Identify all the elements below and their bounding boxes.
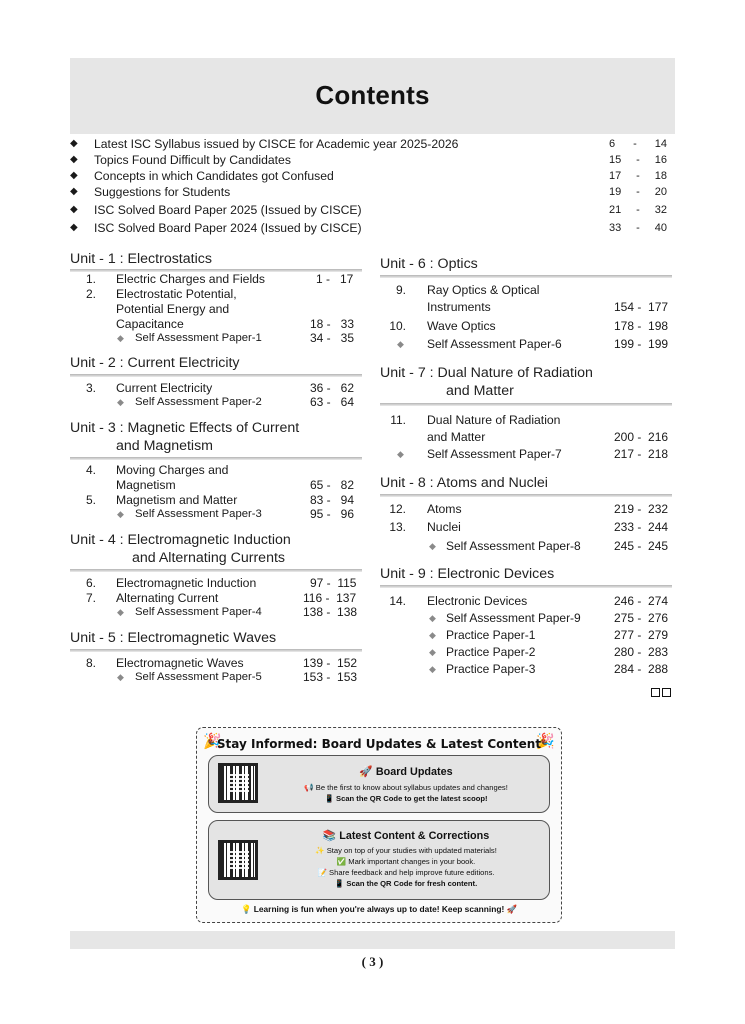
gem-bullet-icon: ◆ (429, 664, 436, 674)
end-squares-icon (651, 688, 671, 697)
diamond-bullet-icon: ◆ (70, 154, 78, 165)
gem-bullet-icon: ◆ (429, 541, 436, 551)
page-number: ( 3 ) (361, 954, 384, 969)
page-range: 275 - 276 (614, 611, 669, 625)
chapter-title: Alternating Current (116, 591, 219, 605)
page-range: 178 - 198 (614, 319, 669, 333)
practice-paper-title: Practice Paper-3 (446, 662, 536, 676)
practice-paper-title: Practice Paper-1 (446, 628, 536, 642)
latest-content-card (208, 820, 550, 900)
page-range: 153 - 153 (303, 670, 358, 684)
phone-icon: 📱 (334, 879, 347, 888)
gem-bullet-icon: ◆ (429, 613, 436, 623)
assessment-title: Self Assessment Paper-3 (135, 508, 262, 520)
qr-code-icon[interactable] (218, 763, 258, 803)
chapter-title: Electric Charges and Fields (116, 272, 266, 286)
unit-heading: Unit - 2 : Current Electricity (70, 355, 240, 371)
page-range: 199 - 199 (614, 337, 669, 351)
assessment-title: Self Assessment Paper-4 (135, 606, 262, 618)
page-range: 277 - 279 (614, 628, 669, 642)
diamond-bullet-icon: ◆ (70, 170, 78, 181)
page-range: 139 - 152 (303, 656, 358, 670)
page-range: 219 - 232 (614, 502, 669, 516)
page-range: 18 - 33 (310, 317, 355, 331)
intro-item: ◆ ISC Solved Board Paper 2025 (Issued by CISCE) 21 - 32 (70, 203, 667, 217)
unit-heading: Unit - 5 : Electromagnetic Waves (70, 630, 277, 646)
divider (380, 494, 672, 497)
page-range: 95 - 96 (310, 507, 355, 521)
unit-heading: Unit - 6 : Optics (380, 256, 478, 272)
intro-item: ◆ Suggestions for Students 19 - 20 (70, 185, 667, 199)
practice-paper-title: Practice Paper-2 (446, 645, 536, 659)
divider (70, 649, 362, 652)
chapter-title: Wave Optics (427, 319, 496, 333)
chapter-title: Current Electricity (116, 381, 213, 395)
page-range: 233 - 244 (614, 520, 669, 534)
page-range: 217 - 218 (614, 447, 669, 461)
gem-bullet-icon: ◆ (397, 339, 404, 349)
phone-icon: 📱 (324, 794, 337, 803)
diamond-bullet-icon: ◆ (70, 204, 78, 215)
chapter-title: Electromagnetic Waves (116, 656, 244, 670)
updates-footer: 💡 Learning is fun when you're always up to date! Keep scanning! 🚀 (240, 904, 518, 914)
divider (380, 275, 672, 278)
gem-bullet-icon: ◆ (117, 509, 124, 519)
page-range: 63 - 64 (310, 395, 355, 409)
chapter-title: Potential Energy and (116, 302, 230, 316)
updates-box (196, 727, 562, 923)
updates-box-title: Stay Informed: Board Updates & Latest Content (216, 737, 542, 751)
gem-bullet-icon: ◆ (429, 647, 436, 657)
chapter-title: Moving Charges and (116, 463, 229, 477)
gem-bullet-icon: ◆ (117, 607, 124, 617)
card-line: 📢 Be the first to know about syllabus updates and changes! (304, 783, 508, 792)
page-range: 280 - 283 (614, 645, 669, 659)
page-range: 97 - 115 (310, 576, 357, 590)
diamond-bullet-icon: ◆ (70, 222, 78, 233)
party-popper-icon: 🎉 (536, 733, 555, 750)
divider (380, 585, 672, 588)
gem-bullet-icon: ◆ (429, 630, 436, 640)
page-range: 284 - 288 (614, 662, 669, 676)
page-range: 1 - 17 (316, 272, 354, 286)
diamond-bullet-icon: ◆ (70, 186, 78, 197)
card-line: 📝 Share feedback and help improve future editions. (317, 868, 495, 877)
divider (380, 403, 672, 406)
card-heading: 📚 Latest Content & Corrections (322, 830, 490, 842)
gem-bullet-icon: ◆ (117, 333, 124, 343)
page-range: 36 - 62 (310, 381, 355, 395)
page-range: 200 - 216 (614, 430, 669, 444)
unit-heading: Unit - 7 : Dual Nature of Radiation and Matter (380, 365, 593, 399)
page-range: 245 - 245 (614, 539, 669, 553)
unit-heading: Unit - 9 : Electronic Devices (380, 566, 555, 582)
assessment-title: Self Assessment Paper-5 (135, 671, 262, 683)
card-heading: 🚀 Board Updates (359, 766, 453, 778)
gem-bullet-icon: ◆ (117, 397, 124, 407)
page-range: 34 - 35 (310, 331, 355, 345)
sparkles-icon: ✨ (315, 846, 327, 855)
qr-code-icon[interactable] (218, 840, 258, 880)
card-line: ✅ Mark important changes in your book. (336, 857, 476, 866)
intro-item: ◆ Latest ISC Syllabus issued by CISCE for Academic year 2025-2026 6 - 14 (70, 137, 667, 151)
lightbulb-icon: 💡 (240, 904, 254, 914)
chapter-title: Dual Nature of Radiation (427, 413, 561, 427)
intro-item: ◆ Topics Found Difficult by Candidates 15 - 16 (70, 153, 667, 167)
party-popper-icon: 🎉 (203, 733, 222, 750)
chapter-title: Electronic Devices (427, 594, 528, 608)
divider (70, 374, 362, 377)
assessment-title: Self Assessment Paper-2 (135, 396, 262, 408)
footer-band (70, 931, 675, 949)
page-range: 65 - 82 (310, 478, 355, 492)
intro-item: ◆ ISC Solved Board Paper 2024 (Issued by CISCE) 33 - 40 (70, 221, 667, 235)
megaphone-icon: 📢 (304, 783, 316, 792)
unit-heading: Unit - 4 : Electromagnetic Induction and Alternating Currents (70, 532, 291, 566)
intro-item: ◆ Concepts in which Candidates got Confused 17 - 18 (70, 169, 667, 183)
chapter-title: Capacitance (116, 317, 184, 331)
intro-list (70, 136, 675, 236)
chapter-title: and Matter (427, 430, 486, 444)
gem-bullet-icon: ◆ (117, 672, 124, 682)
chapter-title: Magnetism and Matter (116, 493, 238, 507)
divider (70, 569, 362, 572)
rocket-icon: 🚀 (359, 766, 376, 778)
chapter-title: Ray Optics & Optical (427, 283, 540, 297)
diamond-bullet-icon: ◆ (70, 138, 78, 149)
page-range: 116 - 137 (303, 591, 357, 605)
chapter-title: Atoms (427, 502, 462, 516)
page-range: 246 - 274 (614, 594, 669, 608)
chapter-title: Nuclei (427, 520, 461, 534)
board-updates-card (208, 755, 550, 813)
unit-heading: Unit - 8 : Atoms and Nuclei (380, 475, 548, 491)
assessment-title: Self Assessment Paper-9 (446, 611, 581, 625)
assessment-title: Self Assessment Paper-8 (446, 539, 581, 553)
chapter-title: Instruments (427, 300, 491, 314)
unit-heading: Unit - 3 : Magnetic Effects of Current and Magnetism (70, 420, 300, 454)
divider (70, 457, 362, 460)
rocket-icon: 🚀 (504, 904, 518, 914)
chapter-title: Magnetism (116, 478, 176, 492)
assessment-title: Self Assessment Paper-6 (427, 337, 562, 351)
card-line: 📱 Scan the QR Code for fresh content. (334, 879, 478, 888)
page-range: 83 - 94 (310, 493, 355, 507)
chapter-title: Electromagnetic Induction (116, 576, 257, 590)
chapter-title: Electrostatic Potential, (116, 287, 237, 301)
card-line: 📱 Scan the QR Code to get the latest scoop! (324, 794, 488, 803)
card-line: ✨ Stay on top of your studies with updated materials! (315, 846, 497, 855)
checkbox-icon: ✅ (336, 857, 349, 866)
assessment-title: Self Assessment Paper-1 (135, 332, 262, 344)
memo-icon: 📝 (317, 868, 330, 877)
page-title: Contents (315, 80, 430, 110)
assessment-title: Self Assessment Paper-7 (427, 447, 562, 461)
page-range: 138 - 138 (303, 605, 358, 619)
page-range: 154 - 177 (614, 300, 669, 314)
unit-heading: Unit - 1 : Electrostatics (70, 251, 212, 267)
books-icon: 📚 (322, 830, 340, 842)
gem-bullet-icon: ◆ (397, 449, 404, 459)
